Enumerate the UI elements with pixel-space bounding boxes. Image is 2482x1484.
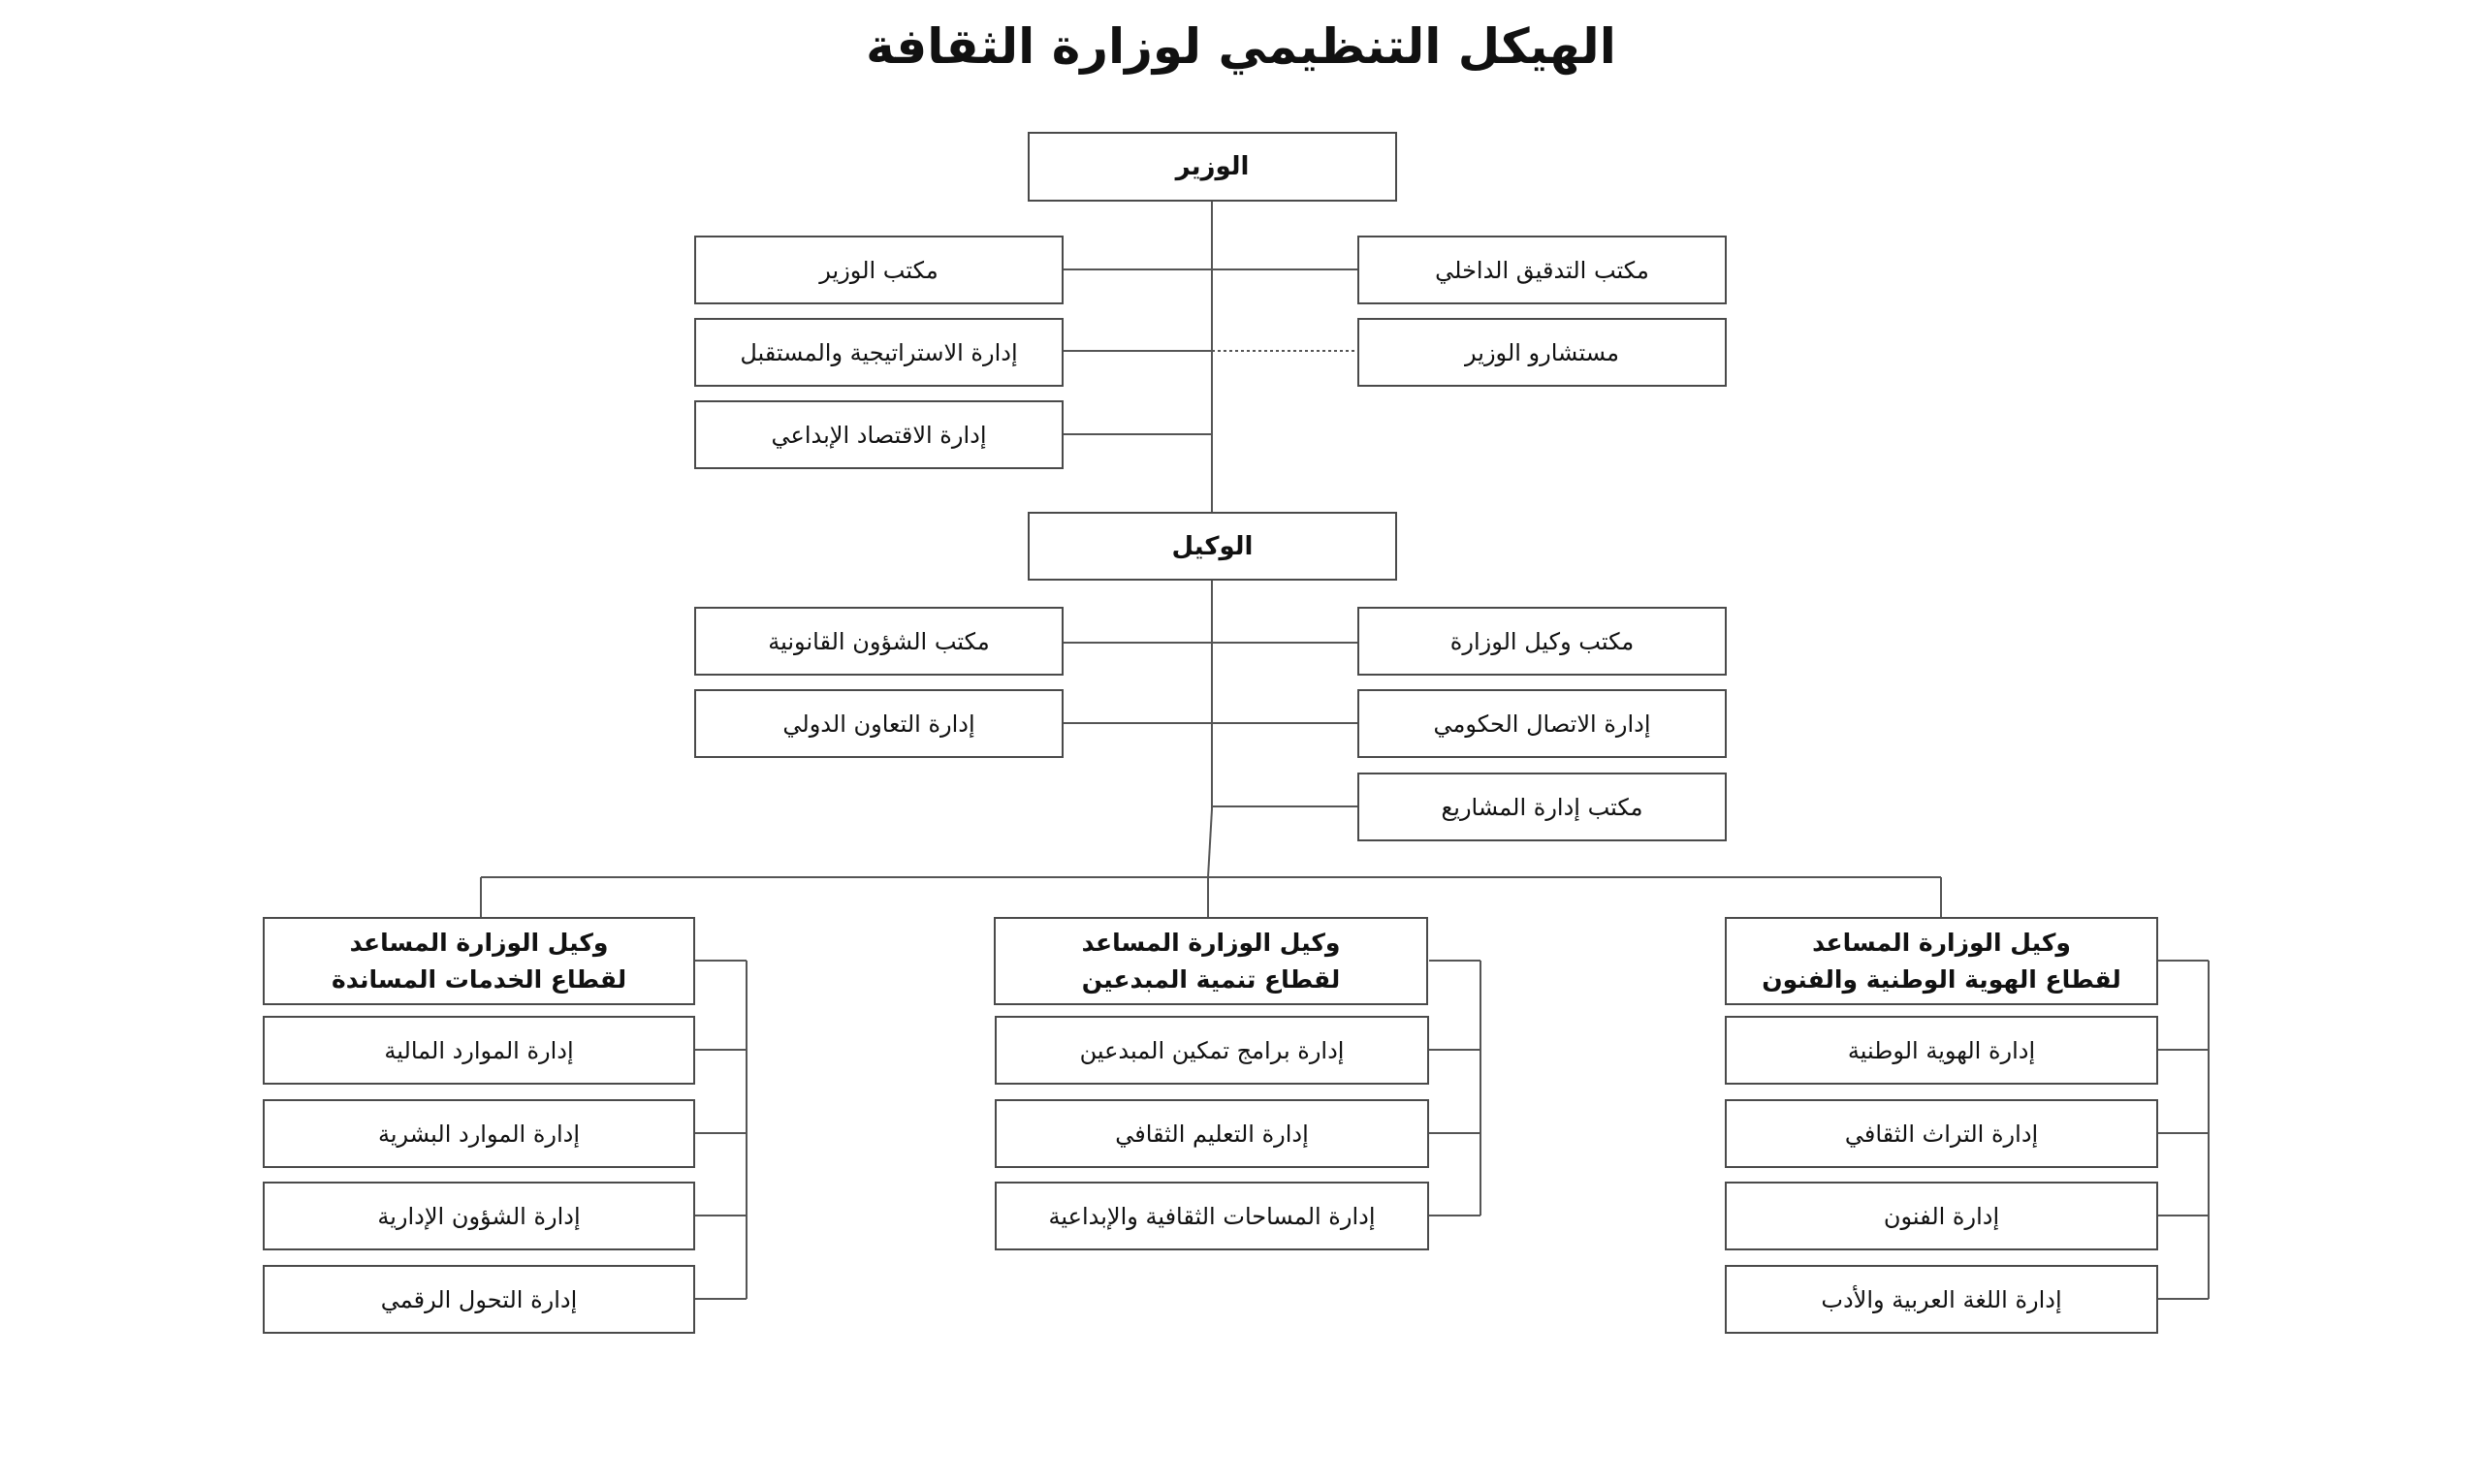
minister-box: الوزير bbox=[1028, 132, 1397, 202]
sector-title-line2: لقطاع الهوية الوطنية والفنون bbox=[1762, 964, 2121, 994]
creative-economy-dept-box: إدارة الاقتصاد الإبداعي bbox=[694, 400, 1064, 469]
sector-title-line1: وكيل الوزارة المساعد bbox=[1812, 928, 2071, 957]
minister-advisors-box: مستشارو الوزير bbox=[1357, 318, 1727, 387]
chart-title: الهيكل التنظيمي لوزارة الثقافة bbox=[866, 18, 1616, 75]
deputy-box: الوكيل bbox=[1028, 512, 1397, 581]
sector-national-identity-arts-head bbox=[1725, 917, 2158, 1005]
digital-transformation-dept-box: إدارة التحول الرقمي bbox=[263, 1265, 695, 1334]
finance-dept-box: إدارة الموارد المالية bbox=[263, 1016, 695, 1085]
cultural-education-dept-box: إدارة التعليم الثقافي bbox=[995, 1099, 1429, 1168]
sector-title-line1: وكيل الوزارة المساعد bbox=[349, 928, 609, 957]
strategy-dept-box: إدارة الاستراتيجية والمستقبل bbox=[694, 318, 1064, 387]
spine-to-bus bbox=[1208, 809, 1212, 877]
hr-dept-box: إدارة الموارد البشرية bbox=[263, 1099, 695, 1168]
intl-cooperation-dept-box: إدارة التعاون الدولي bbox=[694, 689, 1064, 758]
sector-support-services-head bbox=[263, 917, 695, 1005]
deputy-office-box: مكتب وكيل الوزارة bbox=[1357, 607, 1727, 676]
legal-affairs-office-box: مكتب الشؤون القانونية bbox=[694, 607, 1064, 676]
arts-dept-box: إدارة الفنون bbox=[1725, 1182, 2158, 1250]
admin-affairs-dept-box: إدارة الشؤون الإدارية bbox=[263, 1182, 695, 1250]
cultural-heritage-dept-box: إدارة التراث الثقافي bbox=[1725, 1099, 2158, 1168]
sector-title-line2: لقطاع تنمية المبدعين bbox=[1081, 964, 1341, 994]
gov-communication-dept-box: إدارة الاتصال الحكومي bbox=[1357, 689, 1727, 758]
internal-audit-office-box: مكتب التدقيق الداخلي bbox=[1357, 236, 1727, 304]
sector-creators-development-head bbox=[994, 917, 1428, 1005]
national-identity-dept-box: إدارة الهوية الوطنية bbox=[1725, 1016, 2158, 1085]
sector-title-line1: وكيل الوزارة المساعد bbox=[1081, 928, 1341, 957]
sector-title-line2: لقطاع الخدمات المساندة bbox=[331, 964, 627, 994]
arabic-language-literature-dept-box: إدارة اللغة العربية والأدب bbox=[1725, 1265, 2158, 1334]
pmo-office-box: مكتب إدارة المشاريع bbox=[1357, 773, 1727, 841]
cultural-spaces-dept-box: إدارة المساحات الثقافية والإبداعية bbox=[995, 1182, 1429, 1250]
creators-empowerment-dept-box: إدارة برامج تمكين المبدعين bbox=[995, 1016, 1429, 1085]
minister-office-box: مكتب الوزير bbox=[694, 236, 1064, 304]
